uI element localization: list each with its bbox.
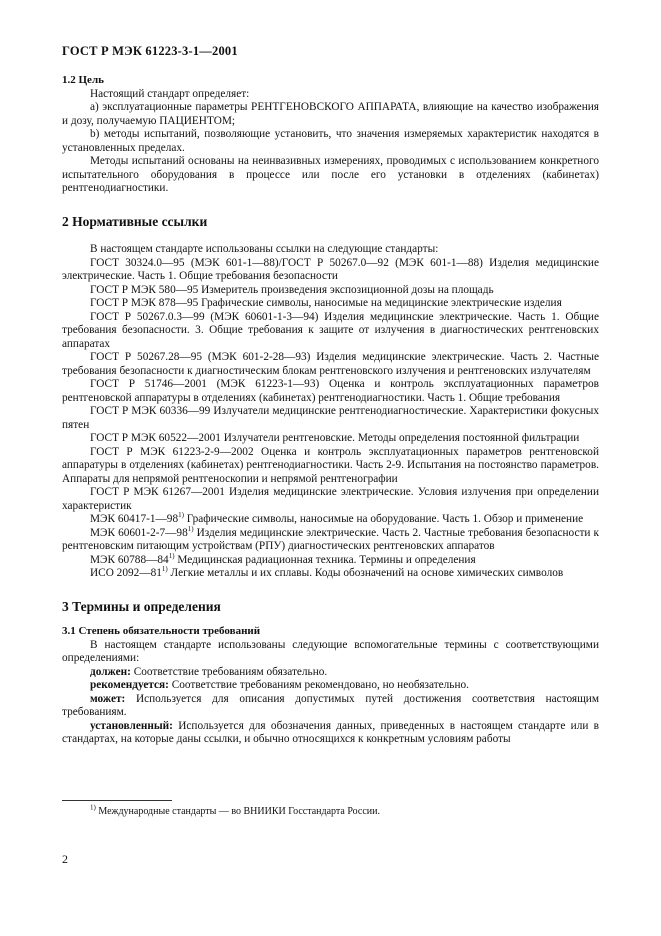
- footnote-mark: 1): [161, 565, 168, 574]
- reference-item: ГОСТ Р 50267.0.3—99 (МЭК 60601-1-3—94) Изделия медицинские электрические. Часть 1. Общие требования безопасности. 3. Общие требования к защите от излучения в диагностических рентгеновских аппаратах: [62, 310, 599, 350]
- term: установленный:: [90, 719, 173, 732]
- reference-item: ИСО 2092—81$^{1)}$ Легкие металлы и их сплавы. Коды обозначений на основе химических символов: [90, 565, 564, 579]
- paragraph: Методы испытаний основаны на неинвазивных измерениях, проводимых с использованием конкретного испытательного оборудования в процессе или после его установки в отделениях (кабинетах) рентгенодиагностики.: [62, 155, 599, 194]
- page-number: 2: [62, 852, 68, 866]
- paragraph: b) методы испытаний, позволяющие установить, что значения измеряемых характеристик находятся в установленных пределах.: [62, 128, 599, 154]
- footnote-mark: 1): [178, 511, 184, 520]
- section-3-1-title: 3.1 Степень обязательности требований: [62, 625, 261, 637]
- paragraph: В настоящем стандарте использованы ссылки на следующие стандарты:: [90, 243, 439, 255]
- footnote-mark: 1): [168, 551, 175, 560]
- reference-item: ГОСТ Р МЭК 580—95 Измеритель произведения экспозиционной дозы на площадь: [90, 283, 494, 296]
- footnote-mark: 1): [90, 803, 96, 812]
- footnote-mark: 1): [187, 524, 194, 533]
- term-definition: установленный: Используется для обозначения данных, приведенных в настоящем стандарте или в стандартах, на которые даны ссылки, и обычно относящихся к конкретным условиям работы: [62, 719, 599, 745]
- term: рекомендуется:: [90, 679, 169, 691]
- reference-item: ГОСТ Р МЭК 878—95 Графические символы, наносимые на медицинские электрические изделия: [90, 297, 562, 309]
- reference-item: МЭК 60417-1—98$^{1)}$ Графические символы, наносимые на оборудование. Часть 1. Обзор и применение: [90, 511, 584, 525]
- term-definition: может: Используется для описания допустимых путей достижения соответствия настоящим требованиям.: [62, 692, 599, 718]
- term: должен:: [90, 665, 131, 678]
- reference-item: ГОСТ Р 51746—2001 (МЭК 61223-1—93) Оценка и контроль эксплуатационных параметров рентгеновской аппаратуры в отделениях (кабинетах) рентгенодиагностики. Часть 1. Общие требования: [62, 378, 599, 404]
- reference-item: ГОСТ Р МЭК 61267—2001 Изделия медицинские электрические. Условия излучения при определении характеристик: [62, 486, 599, 512]
- reference-item: МЭК 60601-2-7—98$^{1)}$ Изделия медицинские электрические. Часть 2. Частные требования безопасности к рентгеновским питающим устройствам (РПУ) диагностических рентгеновских аппаратов: [62, 524, 599, 552]
- term: может:: [90, 692, 126, 705]
- reference-item: МЭК 60788—84$^{1)}$ Медицинская радиационная техника. Термины и определения: [90, 551, 476, 566]
- section-2-title: 2 Нормативные ссылки: [62, 213, 208, 229]
- reference-item: ГОСТ Р МЭК 61223-2-9—2002 Оценка и контроль эксплуатационных параметров рентгеновской аппаратуры в отделениях (кабинетах) рентгенодиагностики. Часть 2-9. Испытания на постоянство параметров. Аппараты для непрямой рентгеноскопии и непрямой рентгенографии: [62, 445, 599, 485]
- paragraph: a) эксплуатационные параметры РЕНТГЕНОВСКОГО АППАРАТА, влияющие на качество изображения и дозу, получаемую ПАЦИЕНТОМ;: [62, 101, 599, 127]
- footnote: $^{1)}$ Международные стандарты — во ВНИИКИ Госстандарта России.: [90, 803, 380, 817]
- document-body: [62, 74, 599, 747]
- document-header: ГОСТ Р МЭК 61223-3-1—2001: [62, 44, 238, 58]
- section-3-title: 3 Термины и определения: [62, 598, 221, 614]
- paragraph: В настоящем стандарте использованы следующие вспомогательные термины с соответствующими определениями:: [62, 638, 599, 664]
- term-definition: должен: Соответствие требованиям обязательно.: [90, 665, 328, 678]
- reference-item: ГОСТ Р МЭК 60336—99 Излучатели медицинские рентгенодиагностические. Характеристики фокусных пятен: [62, 405, 599, 431]
- reference-item: ГОСТ Р 50267.28—95 (МЭК 601-2-28—93) Изделия медицинские электрические. Часть 2. Частные требования безопасности к диагностическим блокам рентгеновского излучения и рентгеновских излучателям: [62, 351, 599, 377]
- reference-item: ГОСТ Р МЭК 60522—2001 Излучатели рентгеновские. Методы определения постоянной фильтрации: [90, 432, 580, 444]
- section-1-2-title: 1.2 Цель: [62, 74, 104, 86]
- paragraph: Настоящий стандарт определяет:: [90, 87, 250, 100]
- term-definition: рекомендуется: Соответствие требованиям рекомендовано, но необязательно.: [90, 679, 469, 691]
- footnote-divider: [62, 800, 172, 801]
- reference-item: ГОСТ 30324.0—95 (МЭК 601-1—88)/ГОСТ Р 50267.0—92 (МЭК 601-1—88) Изделия медицинские электрические. Часть 1. Общие требования безопасности: [62, 256, 599, 282]
